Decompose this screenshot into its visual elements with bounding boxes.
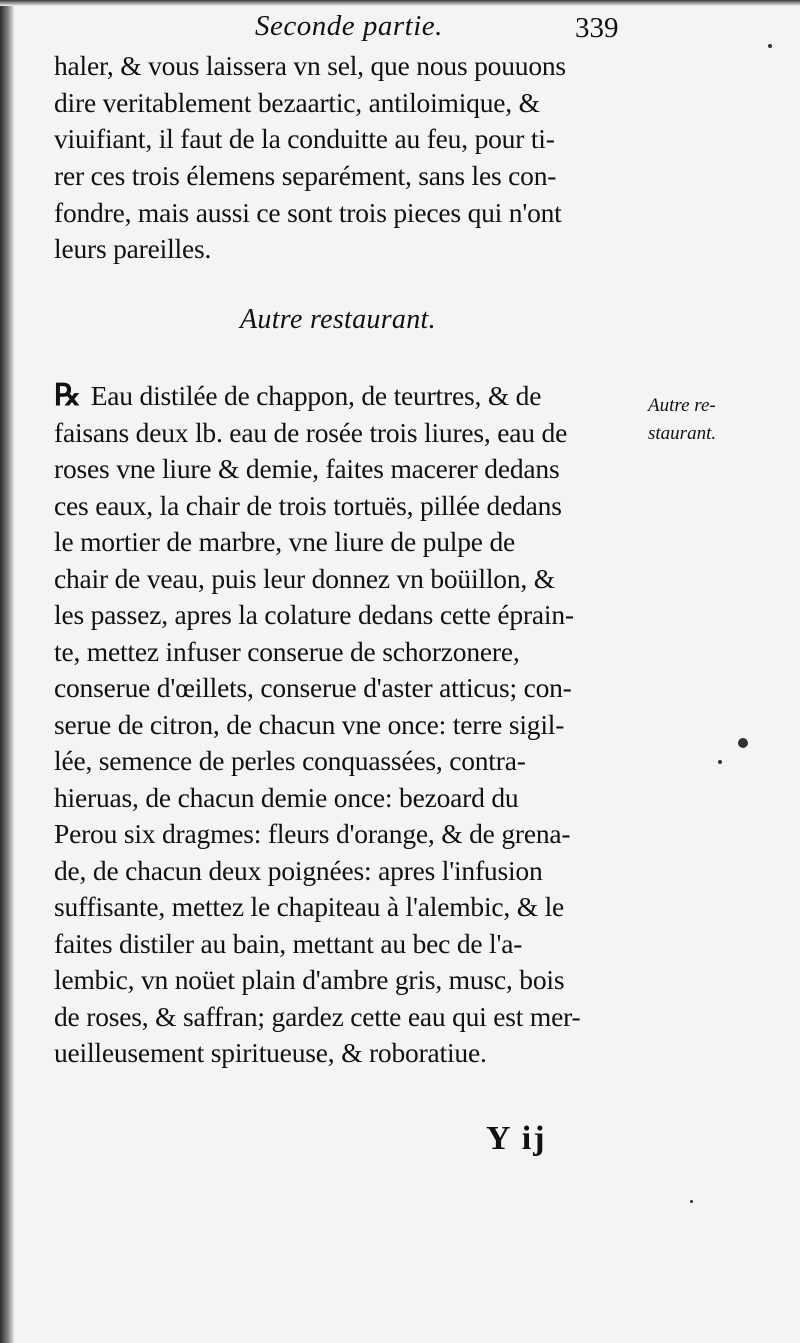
paragraph-continuation bbox=[54, 48, 654, 268]
signature-mark: Y ij bbox=[486, 1120, 547, 1157]
text-line: serue de citron, de chacun vne once: terre sigil- bbox=[54, 708, 565, 740]
text-line: lembic, vn noüet plain d'ambre gris, musc, bois bbox=[54, 964, 565, 995]
text-line: fondre, mais aussi ce sont trois pieces qui n'ont bbox=[54, 196, 562, 228]
text-line bbox=[54, 378, 654, 415]
text-line: le mortier de marbre, vne liure de pulpe de bbox=[54, 526, 515, 557]
text-line: faites distiler au bain, mettant au bec de l'a- bbox=[54, 927, 523, 959]
running-head: Seconde partie. bbox=[255, 10, 443, 42]
text-line: ueilleusement spiritueuse, & roboratiue. bbox=[54, 1037, 487, 1068]
text-line: de roses, & saffran; gardez cette eau qui est mer- bbox=[54, 1000, 581, 1032]
section-title: Autre restaurant. bbox=[240, 304, 436, 335]
dust-speck bbox=[690, 1200, 693, 1203]
margin-note-line: staurant. bbox=[648, 423, 717, 444]
scan-top-border bbox=[0, 0, 800, 6]
dust-speck bbox=[768, 44, 772, 48]
dust-speck bbox=[738, 738, 748, 748]
text-line: haler, & vous laissera vn sel, que nous pouuons bbox=[54, 50, 566, 81]
text-line: faisans deux lb. eau de rosée trois liures, eau de bbox=[54, 416, 568, 448]
text-line: lée, semence de perles conquassées, contra- bbox=[54, 745, 526, 776]
dust-speck bbox=[718, 760, 722, 764]
margin-note-line: Autre re- bbox=[648, 395, 716, 416]
text-line: hieruas, de chacun demie once: bezoard du bbox=[54, 781, 519, 813]
margin-note bbox=[648, 392, 716, 448]
page-header bbox=[0, 8, 800, 48]
text-line: dire veritablement bezaartic, antiloimique, & bbox=[54, 86, 540, 118]
recipe-symbol: ℞ bbox=[54, 379, 81, 412]
text-line: les passez, apres la colature dedans cette éprain- bbox=[54, 599, 574, 630]
text-line: ces eaux, la chair de trois tortuës, pillée dedans bbox=[54, 489, 562, 521]
text-line: de, de chacun deux poignées: apres l'infusion bbox=[54, 854, 543, 886]
text-line: viuifiant, il faut de la conduitte au feu, pour ti- bbox=[54, 123, 555, 155]
text-line-content: Eau distilée de chappon, de teurtres, & de bbox=[90, 380, 542, 411]
scan-border bbox=[0, 0, 14, 1343]
text-line: suffisante, mettez le chapiteau à l'alembic, & le bbox=[54, 891, 565, 922]
text-line: chair de veau, puis leur donnez vn boüillon, & bbox=[54, 562, 555, 594]
text-line: Perou six dragmes: fleurs d'orange, & de grena- bbox=[54, 818, 571, 849]
text-line: conserue d'œillets, conserue d'aster atticus; con- bbox=[54, 672, 572, 703]
text-line: rer ces trois élemens separément, sans les con- bbox=[54, 160, 557, 192]
page-number: 339 bbox=[575, 12, 619, 44]
text-line: te, mettez infuser conserue de schorzonere, bbox=[54, 635, 520, 667]
text-line: roses vne liure & demie, faites macerer dedans bbox=[54, 453, 560, 484]
text-line: leurs pareilles. bbox=[54, 233, 212, 265]
recipe-paragraph bbox=[54, 378, 654, 1072]
